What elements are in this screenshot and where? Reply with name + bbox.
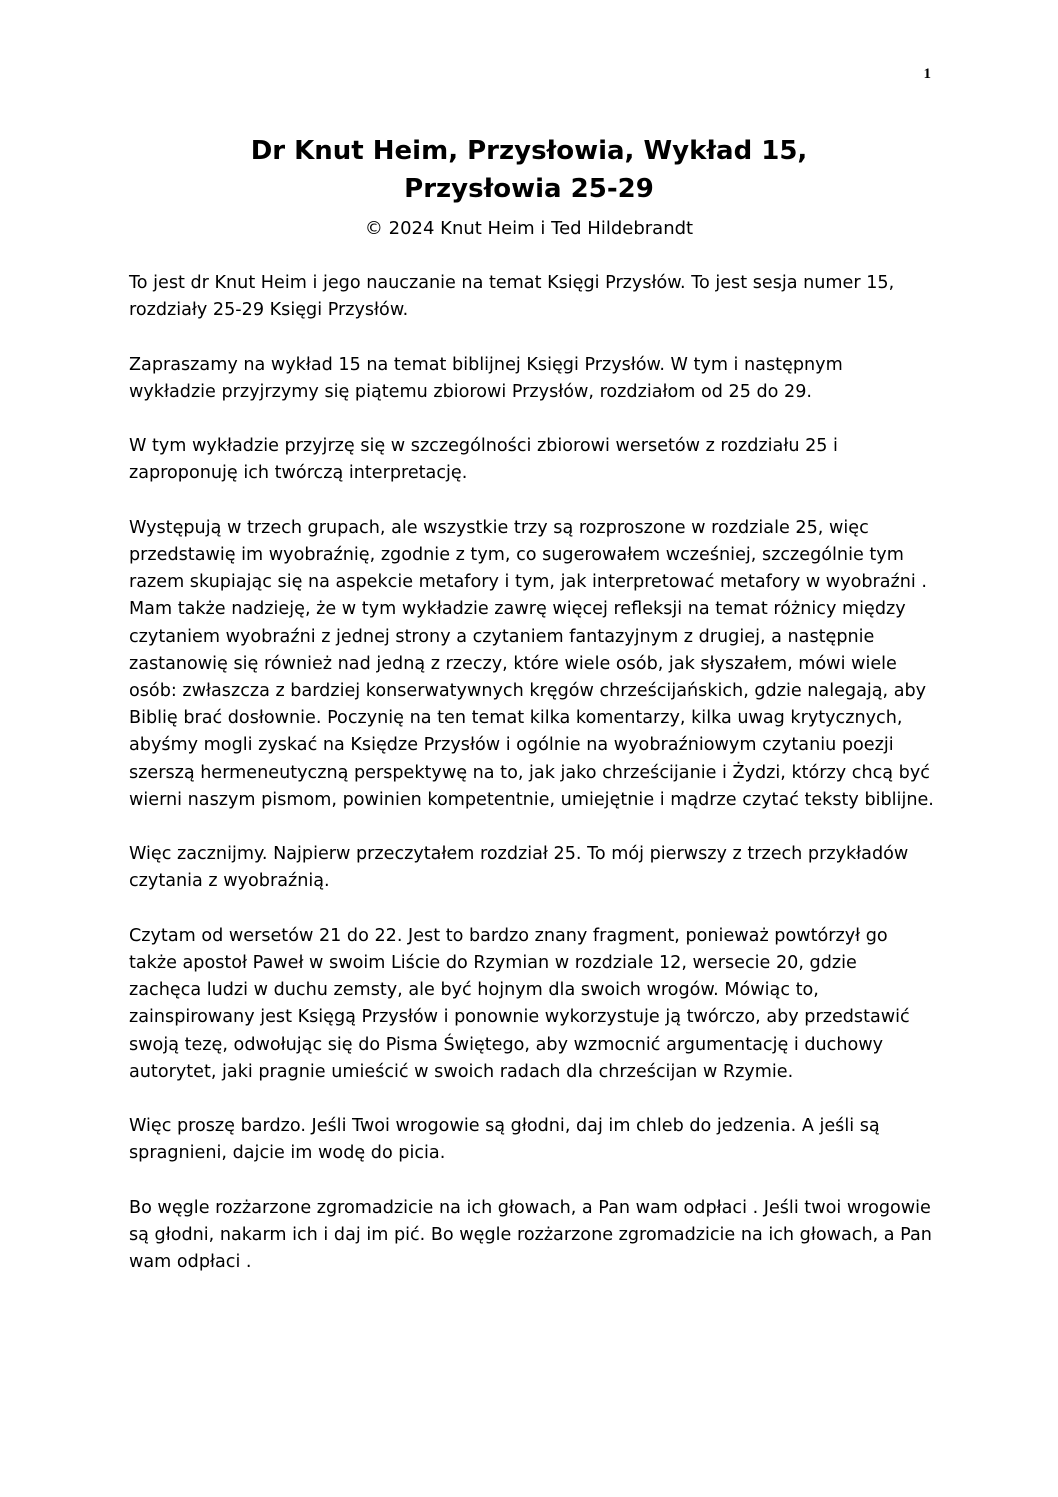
- paragraph-quote-2: Bo węgle rozżarzone zgromadzicie na ich głowach, a Pan wam odpłaci . Jeśli twoi wrogowie są głodni, nakarm ich i daj im pić. Bo węgle rozżarzone zgromadzicie na ich głowach, a Pan wam odpłaci .: [129, 1197, 932, 1273]
- paragraph-intro: To jest dr Knut Heim i jego nauczanie na temat Księgi Przysłów. To jest sesja numer 15, rozdziały 25-29 Księgi Przysłów.: [129, 273, 895, 321]
- paragraph-welcome: Zapraszamy na wykład 15 na temat biblijnej Księgi Przysłów. W tym i następnym wykładzie przyjrzymy się piątemu zbiorowi Przysłów, rozdziałom od 25 do 29.: [129, 354, 843, 402]
- document-body: [129, 270, 934, 1304]
- page-number: 1: [923, 66, 931, 82]
- paragraph-focus: W tym wykładzie przyjrzę się w szczególności zbiorowi wersetów z rozdziału 25 i zaproponuję ich twórczą interpretację.: [129, 436, 838, 484]
- paragraph-quote-1: Więc proszę bardzo. Jeśli Twoi wrogowie są głodni, daj im chleb do jedzenia. A jeśli są spragnieni, dajcie im wodę do picia.: [129, 1116, 880, 1164]
- paragraph-groups: Występują w trzech grupach, ale wszystkie trzy są rozproszone w rozdziale 25, więc przedstawię im wyobraźnię, zgodnie z tym, co sugerowałem wcześniej, szczególnie tym razem skupiając się na aspekcie metafory i tym, jak interpretować metafory w wyobraźni . Mam także nadzieję, że w tym wykładzie zawrę więcej refleksji na temat różnicy między czytaniem wyobraźni z jednej strony a czytaniem fantazyjnym z drugiej, a następnie zastanowię się również nad jedną z rzeczy, które wiele osób, jak słyszałem, mówi wiele osób: zwłaszcza z bardziej konserwatywnych kręgów chrześcijańskich, gdzie nalegają, aby Biblię brać dosłownie. Poczynię na ten temat kilka komentarzy, kilka uwag krytycznych, abyśmy mogli zyskać na Księdze Przysłów i ogólnie na wyobraźniowym czytaniu poezji szerszą hermeneutyczną perspektywę na to, jak jako chrześcijanie i Żydzi, którzy chcą być wierni naszym pismom, powinien kompetentnie, umiejętnie i mądrze czytać teksty biblijne.: [129, 517, 934, 810]
- title-line-1: Dr Knut Heim, Przysłowia, Wykład 15,: [250, 136, 808, 166]
- paragraph-verses: Czytam od wersetów 21 do 22. Jest to bardzo znany fragment, ponieważ powtórzył go także apostoł Paweł w swoim Liście do Rzymian w rozdziale 12, wersecie 20, gdzie zachęca ludzi w duchu zemsty, ale być hojnym dla swoich wrogów. Mówiąc to, zainspirowany jest Księgą Przysłów i ponownie wykorzystuje ją twórczo, aby przedstawić swoją tezę, odwołując się do Pisma Świętego, aby wzmocnić argumentację i duchowy autorytet, jaki pragnie umieścić w swoich radach dla chrześcijan w Rzymie.: [129, 925, 910, 1082]
- document-title: [0, 132, 1058, 208]
- paragraph-start: Więc zacznijmy. Najpierw przeczytałem rozdział 25. To mój pierwszy z trzech przykładów czytania z wyobraźnią.: [129, 844, 909, 892]
- title-line-2: Przysłowia 25-29: [404, 174, 654, 204]
- copyright-notice: © 2024 Knut Heim i Ted Hildebrandt: [364, 218, 694, 239]
